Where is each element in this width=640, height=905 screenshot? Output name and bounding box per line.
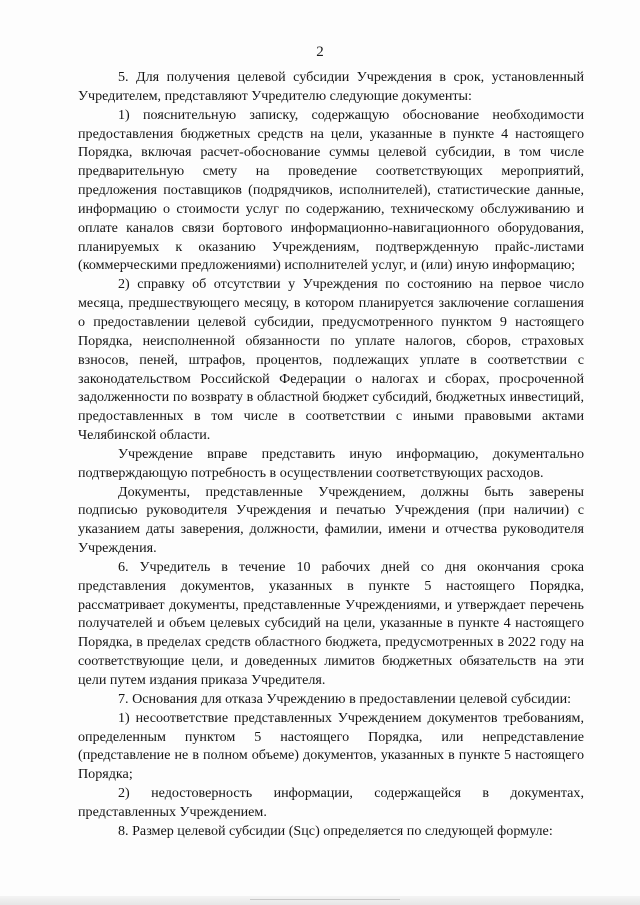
paragraph-8: 8. Размер целевой субсидии (Sцс) определяется по следующей формуле: <box>118 822 553 839</box>
document-body <box>78 68 584 841</box>
paragraph-7-item-1: 1) несоответствие представленных Учреждением документов требованиям, определенным пунктом 5 настоящего Порядка, или непредставление (представление не в полном объеме) документов, указанных в пункте 5 настоящего Порядка; <box>78 709 584 783</box>
paragraph-5-item-2: 2) справку об отсутствии у Учреждения по состоянию на первое число месяца, предшествующего месяцу, в котором планируется заключение соглашения о предоставлении целевой субсидии, предусмотренного пунктом 9 настоящего Порядка, неисполненной обязанности по уплате налогов, сборов, страховых взносов, пеней, штрафов, процентов, подлежащих уплате в соответствии с законодательством Российской Федерации о налогах и сборах, просроченной задолженности по возврату в областной бюджет субсидий, бюджетных инвестиций, предоставленных в том числе в соответствии с иными правовыми актами Челябинской области. <box>78 276 584 444</box>
paragraph-7-intro: 7. Основания для отказа Учреждению в предоставлении целевой субсидии: <box>118 690 572 707</box>
paragraph-5-item-1: 1) пояснительную записку, содержащую обоснование необходимости предоставления бюджетных средств на цели, указанные в пункте 4 настоящего Порядка, включая расчет-обоснование суммы целевой субсидии, в том числе предварительную смету на проведение соответствующих мероприятий, предложения поставщиков (подрядчиков, исполнителей), статистические данные, информацию о стоимости услуг по содержанию, техническому обслуживанию и оплате каналов связи бортового информационно-навигационного оборудования, планируемых к оказанию Учреждениям, подтвержденную прайс-листами (коммерческими предложениями) исполнителей услуг, и (или) иную информацию; <box>78 106 584 274</box>
paragraph-documents-certification: Документы, представленные Учреждением, должны быть заверены подписью руководителя Учреждения и печатью Учреждения (при наличии) с указанием даты заверения, должности, фамилии, имени и отчества руководителя Учреждения. <box>78 483 584 557</box>
scan-bottom-edge <box>0 896 640 905</box>
paragraph-7-item-2: 2) недостоверность информации, содержащейся в документах, представленных Учреждением. <box>78 785 584 820</box>
paragraph-additional-info: Учреждение вправе представить иную информацию, документально подтверждающую потребность в осуществлении соответствующих расходов. <box>78 445 584 481</box>
paragraph-6: 6. Учредитель в течение 10 рабочих дней со дня окончания срока представления документов, указанных в пункте 5 настоящего Порядка, рассматривает документы, представленные Учреждениями, и утверждает перечень получателей и объем целевых субсидий на цели, указанные в пункте 4 настоящего Порядка, в пределах средств областного бюджета, предусмотренных в 2022 году на соответствующие цели, и доведенных лимитов бюджетных обязательств на эти цели путем издания приказа Учредителя. <box>78 558 584 688</box>
paragraph-5-intro: 5. Для получения целевой субсидии Учреждения в срок, установленный Учредителем, представляют Учредителю следующие документы: <box>78 69 584 104</box>
page-number: 2 <box>316 44 324 60</box>
